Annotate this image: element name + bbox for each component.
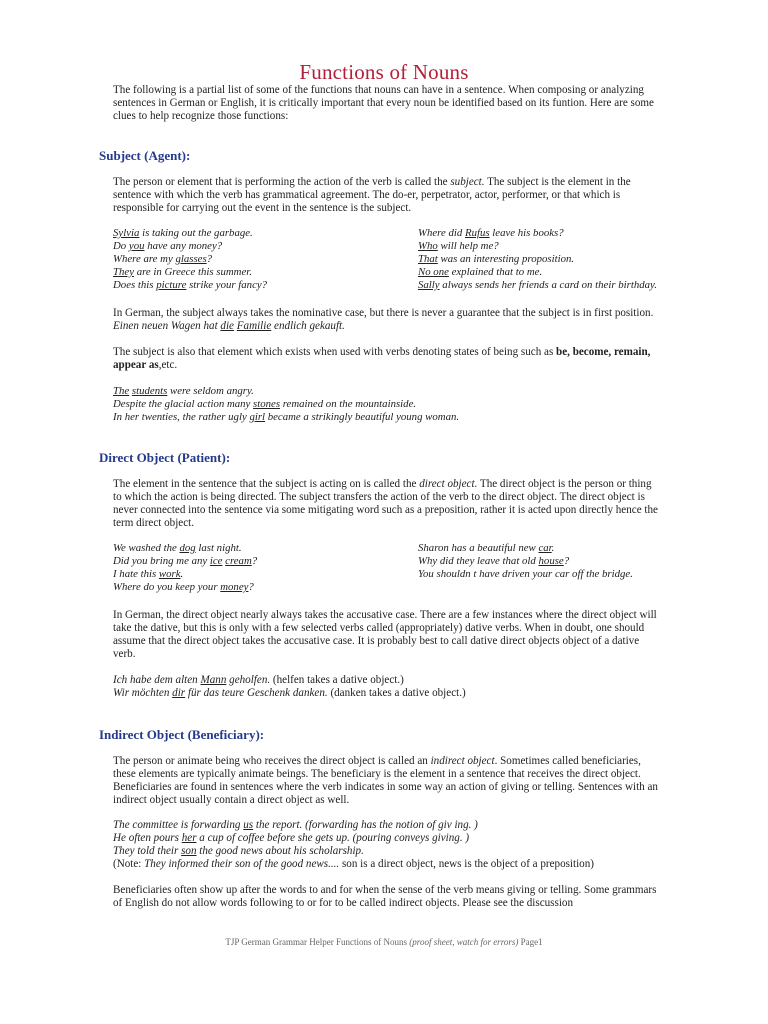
example-line: They are in Greece this summer.	[113, 265, 252, 278]
direct-examples-left	[113, 542, 257, 594]
subject-examples-right	[418, 227, 657, 292]
direct-examples-right	[418, 542, 633, 581]
example-line: We washed the dog last night.	[113, 542, 242, 554]
example-line: Sylvia is taking out the garbage.	[113, 227, 253, 239]
example-line: Where are my glasses?	[113, 252, 213, 265]
indirect-object-heading: Indirect Object (Beneficiary):	[99, 727, 265, 742]
example-line: That was an interesting proposition.	[418, 252, 575, 265]
page-footer: TJP German Grammar Helper Functions of Nouns (proof sheet, watch for errors) Page1	[225, 937, 543, 947]
direct-object-german-note: In German, the direct object nearly always takes the accusative case. There are a few instances where the direct object will take the dative, but this is only with a few selected verbs called (appropriately) dative verbs. When in doubt, one should assume that the direct object takes the accusative case. It is probably best to call dative direct objects object of a dative verb.	[113, 609, 657, 660]
subject-state-of-being: The subject is also that element which exists when used with verbs denoting states of being such as be, become, remain, appear as,etc.	[113, 346, 651, 371]
example-line: Do you have any money?	[113, 239, 223, 252]
subject-heading: Subject (Agent):	[99, 148, 191, 163]
example-line: Despite the glacial action many stones remained on the mountainside.	[113, 397, 417, 410]
page-title: Functions of Nouns	[299, 60, 469, 85]
subject-german-note: In German, the subject always takes the nominative case, but there is never a guarantee that the subject is in first position. Einen neuen Wagen hat die Familie endlich gekauft.	[113, 307, 654, 332]
subject-examples-left	[113, 227, 267, 292]
subject-definition: The person or element that is performing the action of the verb is called the subject. The subject is the element in the sentence with which the verb has grammatical agreement. The do-er, perpetrator, actor, performer, or that which is responsible for carrying out the event in the sentence is the subject.	[113, 176, 631, 214]
indirect-object-definition: The person or animate being who receives the direct object is called an indirect object. Sometimes called beneficiaries, these elements are typically animate beings. The beneficiary is the element in a sentence that receives the direct object. Beneficiaries are found in sentences where the verb indicates in some way an action of giving or telling. Sentences with an indirect object usually contain a direct object as well.	[113, 755, 658, 806]
example-line: In her twenties, the rather ugly girl became a strikingly beautiful young woman.	[113, 410, 460, 423]
example-line: Does this picture strike your fancy?	[113, 278, 268, 291]
example-line: Where do you keep your money?	[113, 580, 254, 593]
example-line: No one explained that to me.	[418, 265, 543, 278]
example-line: The students were seldom angry.	[113, 385, 254, 397]
example-line: Did you bring me any ice cream?	[113, 554, 258, 567]
example-line: I hate this work.	[113, 567, 184, 580]
indirect-beneficiaries-note: Beneficiaries often show up after the words to and for when the sense of the verb means giving or telling. Some grammars of English do not allow words following to or for to be called indirect objects. Please see the discussion	[113, 884, 657, 909]
direct-object-heading: Direct Object (Patient):	[99, 450, 231, 465]
intro-paragraph: The following is a partial list of some of the functions that nouns can have in a sentence. When composing or analyzing sentences in German or English, it is critically important that every noun be identified based on its funtion. Here are some clues to help recognize those functions:	[113, 84, 654, 122]
direct-object-definition: The element in the sentence that the subject is acting on is called the direct object. The direct object is the person or thing to which the action is being directed. The subject transfers the action of the verb to the direct object. The direct object is never connected into the sentence via some mitigating word such as a preposition, rather it is acted upon directly hence the term direct object.	[113, 478, 658, 529]
example-line: Where did Rufus leave his books?	[418, 227, 564, 239]
example-line: Sharon has a beautiful new car.	[418, 542, 555, 554]
subject-state-examples	[113, 385, 459, 424]
example-line: Sally always sends her friends a card on their birthday.	[418, 278, 657, 291]
direct-dative-examples: Ich habe dem alten Mann geholfen. (helfen takes a dative object.) Wir möchten dir für das teure Geschenk danken. (danken takes a dative object.)	[113, 674, 466, 699]
example-line: Why did they leave that old house?	[418, 554, 570, 567]
indirect-examples: The committee is forwarding us the report. (forwarding has the notion of giv ing. ) He often pours her a cup of coffee before she gets up. (pouring conveys giving. ) They told their son the good news about his scholarship. (Note: They informed their son of the good news.... son is a direct object, news is the object of a preposition)	[113, 819, 594, 870]
example-line: You shouldn t have driven your car off the bridge.	[418, 567, 633, 580]
example-line: Who will help me?	[418, 239, 499, 252]
